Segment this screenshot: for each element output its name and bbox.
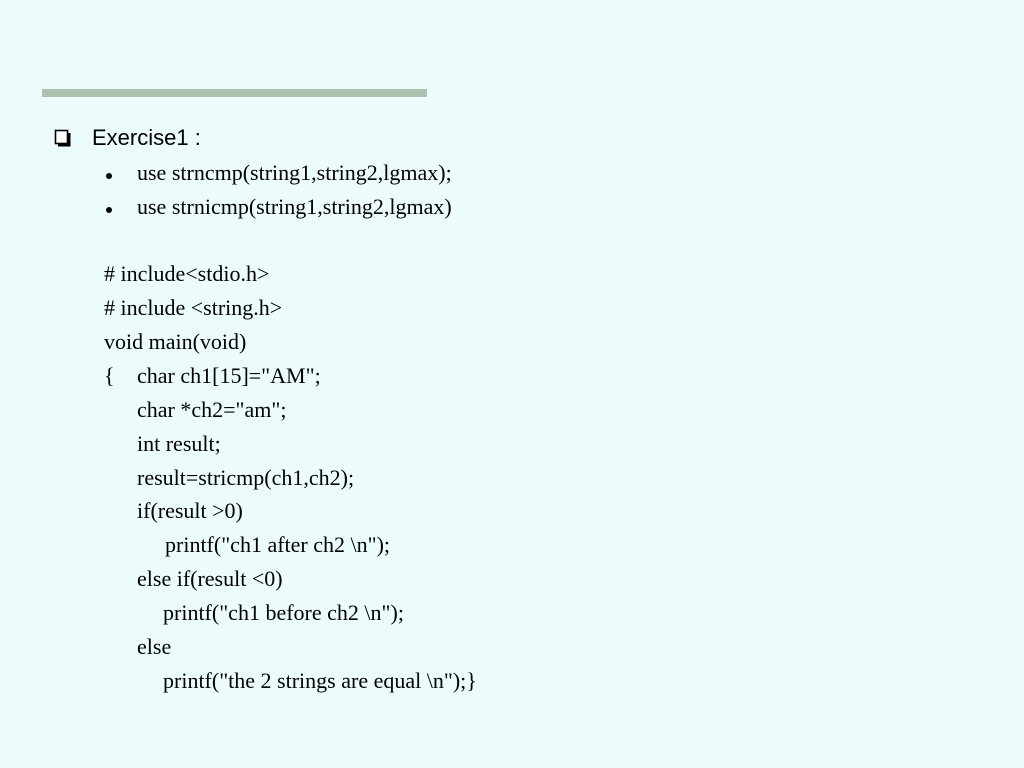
- code-line: printf("ch1 before ch2 \n");: [163, 600, 404, 625]
- round-dot-bullet-icon: [106, 173, 112, 179]
- code-line: printf("ch1 after ch2 \n");: [165, 532, 391, 557]
- code-line: {: [104, 363, 115, 388]
- code-line: result=stricmp(ch1,ch2);: [137, 465, 355, 490]
- code-line: printf("the 2 strings are equal \n");}: [163, 668, 477, 693]
- exercise-heading: Exercise1 :: [92, 125, 201, 150]
- code-line: # include<stdio.h>: [104, 261, 270, 286]
- bullet-item: use strnicmp(string1,string2,lgmax): [137, 194, 452, 219]
- square-shadow-bullet-icon: [54, 129, 72, 149]
- code-line: else: [137, 634, 172, 659]
- code-line: void main(void): [104, 329, 247, 354]
- bullet-item: use strncmp(string1,string2,lgmax);: [137, 160, 452, 185]
- code-line: char *ch2="am";: [137, 397, 287, 422]
- round-dot-bullet-icon: [106, 207, 112, 213]
- code-line: else if(result <0): [137, 566, 283, 591]
- title-accent-bar: [42, 89, 427, 97]
- code-line: int result;: [137, 431, 221, 456]
- code-line: if(result >0): [137, 498, 243, 523]
- code-line: char ch1[15]="AM";: [137, 363, 321, 388]
- code-line: # include <string.h>: [104, 295, 283, 320]
